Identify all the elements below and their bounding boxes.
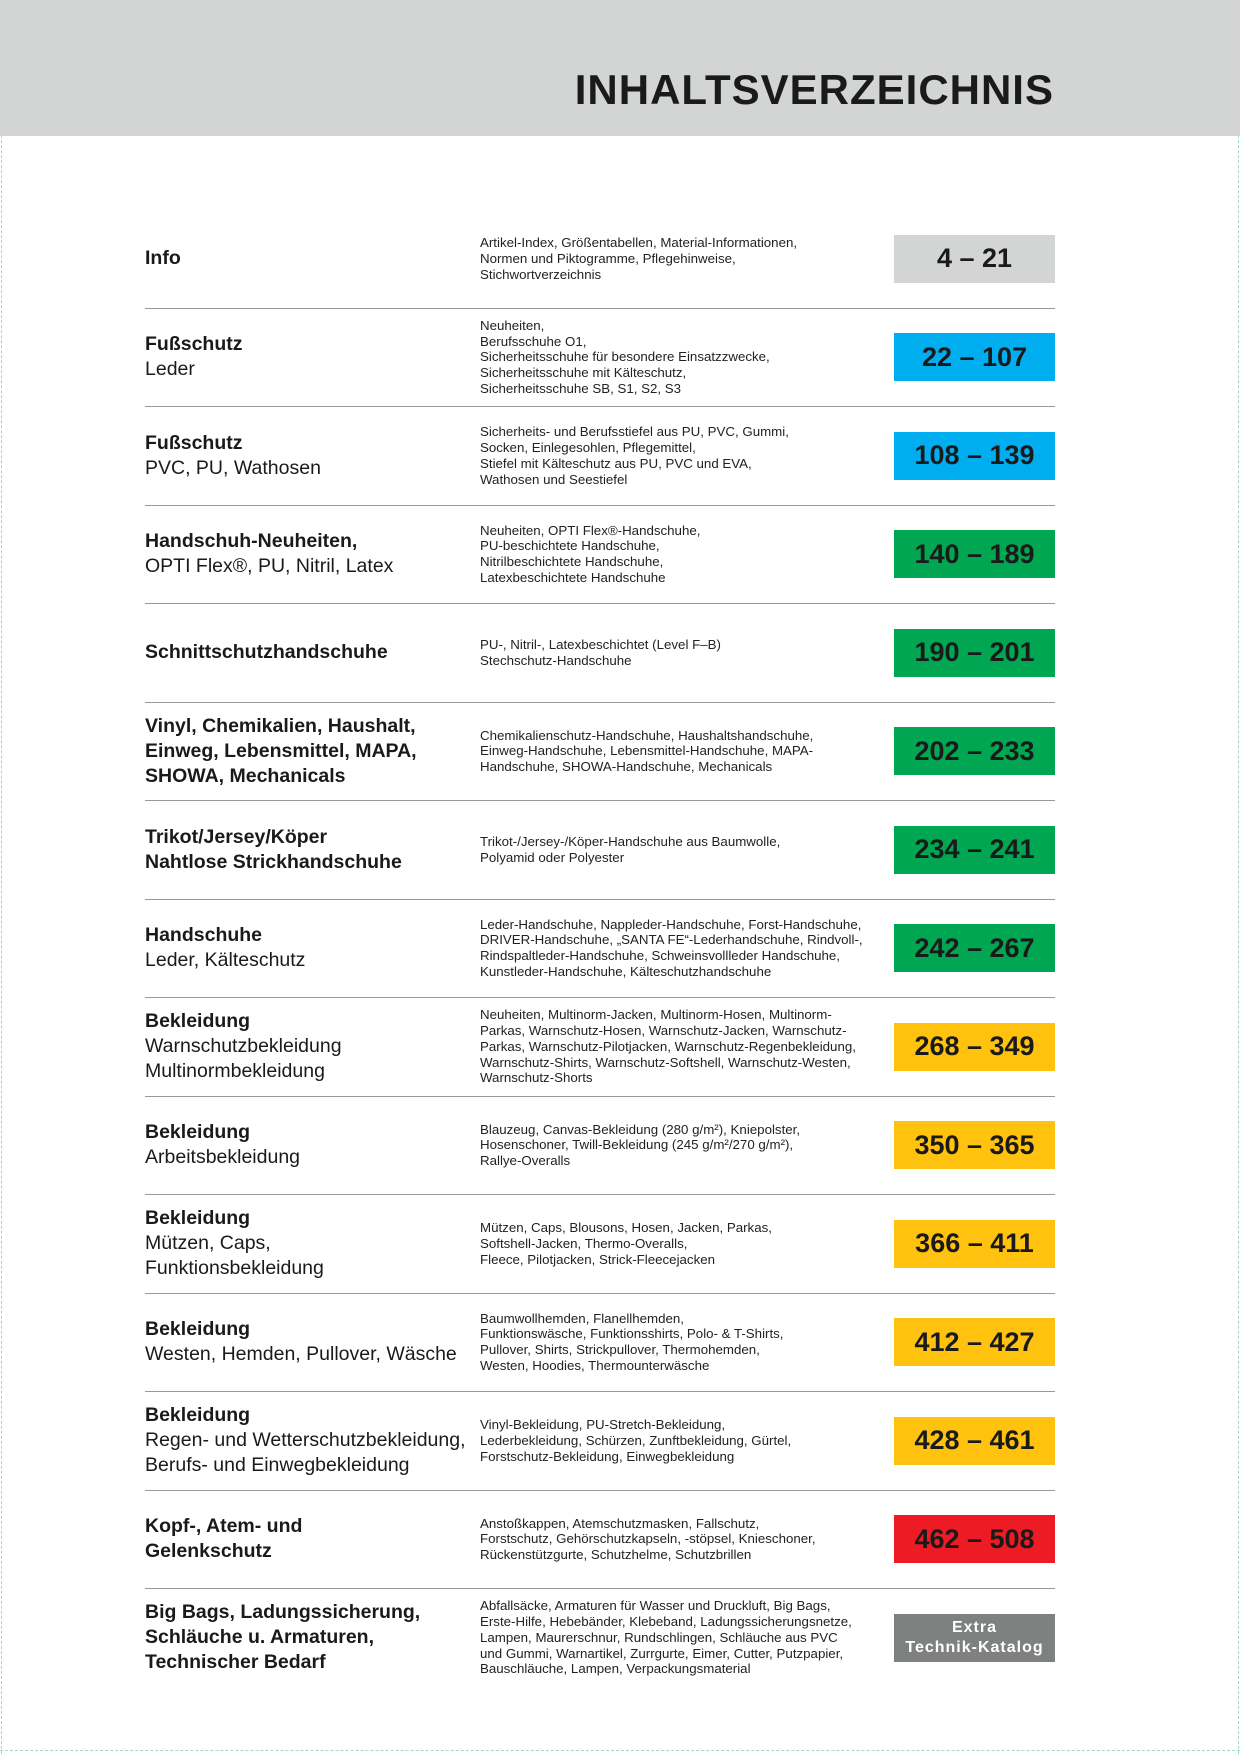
toc-row[interactable] [145,1589,1055,1687]
toc-category [145,431,480,481]
toc-category-line: Leder, Kälteschutz [145,949,306,972]
toc-description-line: Neuheiten, Multinorm-Jacken, Multinorm-Hosen, Multinorm- [480,1007,832,1023]
toc-row[interactable] [145,703,1055,802]
toc-category-line: Mützen, Caps, [145,1232,271,1255]
toc-category [145,1514,480,1564]
toc-category [145,923,480,973]
toc-category-line: Einweg, Lebensmittel, MAPA, [145,739,417,762]
toc-description-line: Nitrilbeschichtete Handschuhe, [480,554,664,570]
toc-description-line: Pullover, Shirts, Strickpullover, Thermohemden, [480,1342,760,1358]
toc-description-line: DRIVER-Handschuhe, „SANTA FE“-Lederhandschuhe, Rindvoll-, [480,932,863,948]
toc-description-line: Wathosen und Seestiefel [480,471,628,487]
toc-row[interactable] [145,506,1055,605]
toc-description [480,1220,890,1267]
toc-row[interactable] [145,801,1055,900]
toc-description-line: Softshell-Jacken, Thermo-Overalls, [480,1235,688,1251]
page-range-badge[interactable]: 462 – 508 [894,1515,1055,1563]
toc-description-line: Einweg-Handschuhe, Lebensmittel-Handschuhe, MAPA- [480,743,814,759]
toc-category-line: Technischer Bedarf [145,1651,326,1674]
toc-description-line: Socken, Einlegesohlen, Pflegemittel, [480,439,696,455]
toc-description-line: Latexbeschichtete Handschuhe [480,570,666,586]
toc-description-line: Parkas, Warnschutz-Pilotjacken, Warnschutz-Regenbekleidung, [480,1038,856,1054]
page-range-badge[interactable]: 22 – 107 [894,333,1055,381]
toc-category-line: Bekleidung [145,1010,251,1033]
page-range-badge[interactable]: 108 – 139 [894,432,1055,480]
toc-category-line: Nahtlose Strickhandschuhe [145,850,402,873]
toc-category-line: Regen- und Wetterschutzbekleidung, [145,1429,466,1452]
toc-description [480,318,890,397]
toc-description-line: Baumwollhemden, Flanellhemden, [480,1310,684,1326]
toc-category-line: Bekleidung [145,1121,251,1144]
extra-catalog-label: Technik-Katalog [905,1638,1044,1656]
toc-description-line: Hosenschoner, Twill-Bekleidung (245 g/m²/270 g/m²), [480,1137,794,1153]
page-header [0,0,1240,136]
toc-description [480,1122,890,1169]
toc-description-line: Stiefel mit Kälteschutz aus PU, PVC und EVA, [480,455,752,471]
toc-category [145,246,480,271]
page-title: INHALTSVERZEICHNIS [574,66,1054,113]
left-dashed-edge [1,0,2,1754]
toc-description-line: Warnschutz-Shorts [480,1070,593,1086]
toc-category-line: OPTI Flex®, PU, Nitril, Latex [145,555,394,578]
toc-description-line: Abfallsäcke, Armaturen für Wasser und Druckluft, Big Bags, [480,1598,831,1614]
toc-description-line: Bauschläuche, Lampen, Verpackungsmaterial [480,1661,751,1677]
page-range-badge[interactable]: 190 – 201 [894,629,1055,677]
toc-category-line: Warnschutzbekleidung [145,1035,342,1058]
toc-description-line: Funktionswäsche, Funktionsshirts, Polo- & T-Shirts, [480,1326,784,1342]
toc-description-line: Berufsschuhe O1, [480,333,587,349]
toc-category-line: PVC, PU, Wathosen [145,456,321,479]
toc-category [145,529,480,579]
toc-description [480,1311,890,1374]
toc-category-line: Bekleidung [145,1404,251,1427]
bottom-dashed-edge [0,1750,1240,1751]
toc-description-line: Sicherheitsschuhe für besondere Einsatzzwecke, [480,349,770,365]
page-range-badge[interactable]: 202 – 233 [894,727,1055,775]
toc-category-line: Big Bags, Ladungssicherung, [145,1601,421,1624]
toc-category [145,332,480,382]
toc-row[interactable] [145,900,1055,999]
toc-description [480,1516,890,1563]
toc-description-line: Rindspaltleder-Handschuhe, Schweinsvollleder Handschuhe, [480,948,840,964]
toc-category-line: Bekleidung [145,1318,251,1341]
toc-description-line: Lederbekleidung, Schürzen, Zunftbekleidung, Gürtel, [480,1432,792,1448]
toc-description [480,917,890,980]
toc-description-line: Rückenstützgurte, Schutzhelme, Schutzbrillen [480,1547,752,1563]
extra-catalog-label: Extra [951,1618,998,1636]
toc-category [145,1403,480,1478]
toc-category [145,714,480,789]
toc-category-line: Info [145,247,181,270]
toc-description-line: Sicherheitsschuhe mit Kälteschutz, [480,365,687,381]
toc-category [145,1009,480,1084]
toc-row[interactable] [145,1294,1055,1393]
toc-category-line: Schnittschutzhandschuhe [145,641,388,664]
page-range-badge[interactable]: 4 – 21 [894,235,1055,283]
toc-description-line: Polyamid oder Polyester [480,849,625,865]
page-range-badge[interactable]: 242 – 267 [894,924,1055,972]
toc-description-line: Anstoßkappen, Atemschutzmasken, Fallschutz, [480,1515,760,1531]
toc-category-line: Leder [145,358,195,381]
toc-row[interactable] [145,998,1055,1097]
toc-category-line: Schläuche u. Armaturen, [145,1626,375,1649]
toc-category [145,825,480,875]
toc-category-line: Fußschutz [145,431,243,454]
toc-category-line: Funktionsbekleidung [145,1257,324,1280]
toc-description-line: Chemikalienschutz-Handschuhe, Haushaltshandschuhe, [480,727,814,743]
right-dashed-edge [1238,0,1239,1754]
toc-description-line: Stichwortverzeichnis [480,266,602,282]
toc-category-line: Fußschutz [145,333,243,356]
toc-description-line: und Gummi, Warnartikel, Zurrgurte, Eimer, Cutter, Putzpapier, [480,1645,844,1661]
toc-category-line: Trikot/Jersey/Köper [145,825,328,848]
toc-category [145,1600,480,1675]
toc-category-line: Gelenkschutz [145,1540,272,1563]
toc-category-line: Westen, Hemden, Pullover, Wäsche [145,1343,457,1366]
toc-description-line: Normen und Piktogramme, Pflegehinweise, [480,250,736,266]
toc-description-line: Leder-Handschuhe, Nappleder-Handschuhe, Forst-Handschuhe, [480,916,862,932]
toc-row[interactable] [145,1491,1055,1590]
toc-category-line: Kopf-, Atem- und [145,1515,303,1538]
toc-description-line: Warnschutz-Shirts, Warnschutz-Softshell, Warnschutz-Westen, [480,1054,851,1070]
toc-description-line: Handschuhe, SHOWA-Handschuhe, Mechanicals [480,759,773,775]
toc-row[interactable] [145,1392,1055,1491]
toc-category-line: Handschuhe [145,924,263,947]
toc-description-line: Neuheiten, OPTI Flex®-Handschuhe, [480,522,701,538]
page-range-badge[interactable]: 366 – 411 [894,1220,1055,1268]
page-range-badge[interactable] [894,1614,1055,1662]
page-range-badge[interactable]: 350 – 365 [894,1121,1055,1169]
toc-row[interactable] [145,1195,1055,1294]
toc-description-line: PU-, Nitril-, Latexbeschichtet (Level F–B) [480,636,721,652]
toc-description-line: Neuheiten, [480,317,545,333]
toc-description-line: Vinyl-Bekleidung, PU-Stretch-Bekleidung, [480,1417,726,1433]
toc-description-line: PU-beschichtete Handschuhe, [480,538,660,554]
toc-description [480,834,890,866]
toc-row[interactable] [145,604,1055,703]
toc-description-line: Forstschutz-Bekleidung, Einwegbekleidung [480,1448,735,1464]
toc-description [480,235,890,282]
toc-category-line: SHOWA, Mechanicals [145,764,346,787]
page-range-badge[interactable]: 428 – 461 [894,1417,1055,1465]
toc-description [480,1598,890,1677]
toc-description-line: Sicherheitsschuhe SB, S1, S2, S3 [480,380,682,396]
toc-description-line: Rallye-Overalls [480,1153,571,1169]
toc-description-line: Kunstleder-Handschuhe, Kälteschutzhandschuhe [480,964,772,980]
toc-description-line: Westen, Hoodies, Thermounterwäsche [480,1358,710,1374]
toc-category-line: Arbeitsbekleidung [145,1146,301,1169]
toc-description [480,728,890,775]
toc-row[interactable] [145,1097,1055,1196]
toc-description-line: Forstschutz, Gehörschutzkapseln, -stöpsel, Knieschoner, [480,1531,816,1547]
page-range-badge[interactable]: 412 – 427 [894,1318,1055,1366]
page-range-badge[interactable]: 234 – 241 [894,826,1055,874]
toc-row[interactable] [145,309,1055,408]
toc-category-line: Multinormbekleidung [145,1060,325,1083]
toc-description-line: Trikot-/Jersey-/Köper-Handschuhe aus Baumwolle, [480,833,781,849]
toc-description-line: Sicherheits- und Berufsstiefel aus PU, PVC, Gummi, [480,424,789,440]
toc-description [480,1417,890,1464]
toc-category [145,1120,480,1170]
toc-description-line: Stechschutz-Handschuhe [480,652,632,668]
toc-description [480,424,890,487]
toc-description-line: Mützen, Caps, Blousons, Hosen, Jacken, Parkas, [480,1220,772,1236]
toc-description-line: Lampen, Maurerschnur, Rundschlingen, Schläuche aus PVC [480,1629,838,1645]
toc-category-line: Berufs- und Einwegbekleidung [145,1454,410,1477]
toc-description [480,1007,890,1086]
toc-description-line: Parkas, Warnschutz-Hosen, Warnschutz-Jacken, Warnschutz- [480,1023,847,1039]
toc-description-line: Erste-Hilfe, Hebebänder, Klebeband, Ladungssicherungsnetze, [480,1614,852,1630]
toc-category [145,1206,480,1281]
page-range-badge[interactable]: 140 – 189 [894,530,1055,578]
toc-row[interactable] [145,407,1055,506]
toc-category-line: Bekleidung [145,1207,251,1230]
toc-description-line: Fleece, Pilotjacken, Strick-Fleecejacken [480,1251,716,1267]
toc-description-line: Blauzeug, Canvas-Bekleidung (280 g/m²), Kniepolster, [480,1121,801,1137]
toc-description-line: Artikel-Index, Größentabellen, Material-Informationen, [480,235,798,251]
toc-description [480,637,890,669]
page-range-badge[interactable]: 268 – 349 [894,1023,1055,1071]
toc-description [480,523,890,586]
toc-category-line: Handschuh-Neuheiten, [145,530,358,553]
toc-row[interactable] [145,210,1055,309]
toc-category [145,1317,480,1367]
table-of-contents [145,210,1055,1687]
toc-category [145,640,480,665]
toc-category-line: Vinyl, Chemikalien, Haushalt, [145,714,416,737]
